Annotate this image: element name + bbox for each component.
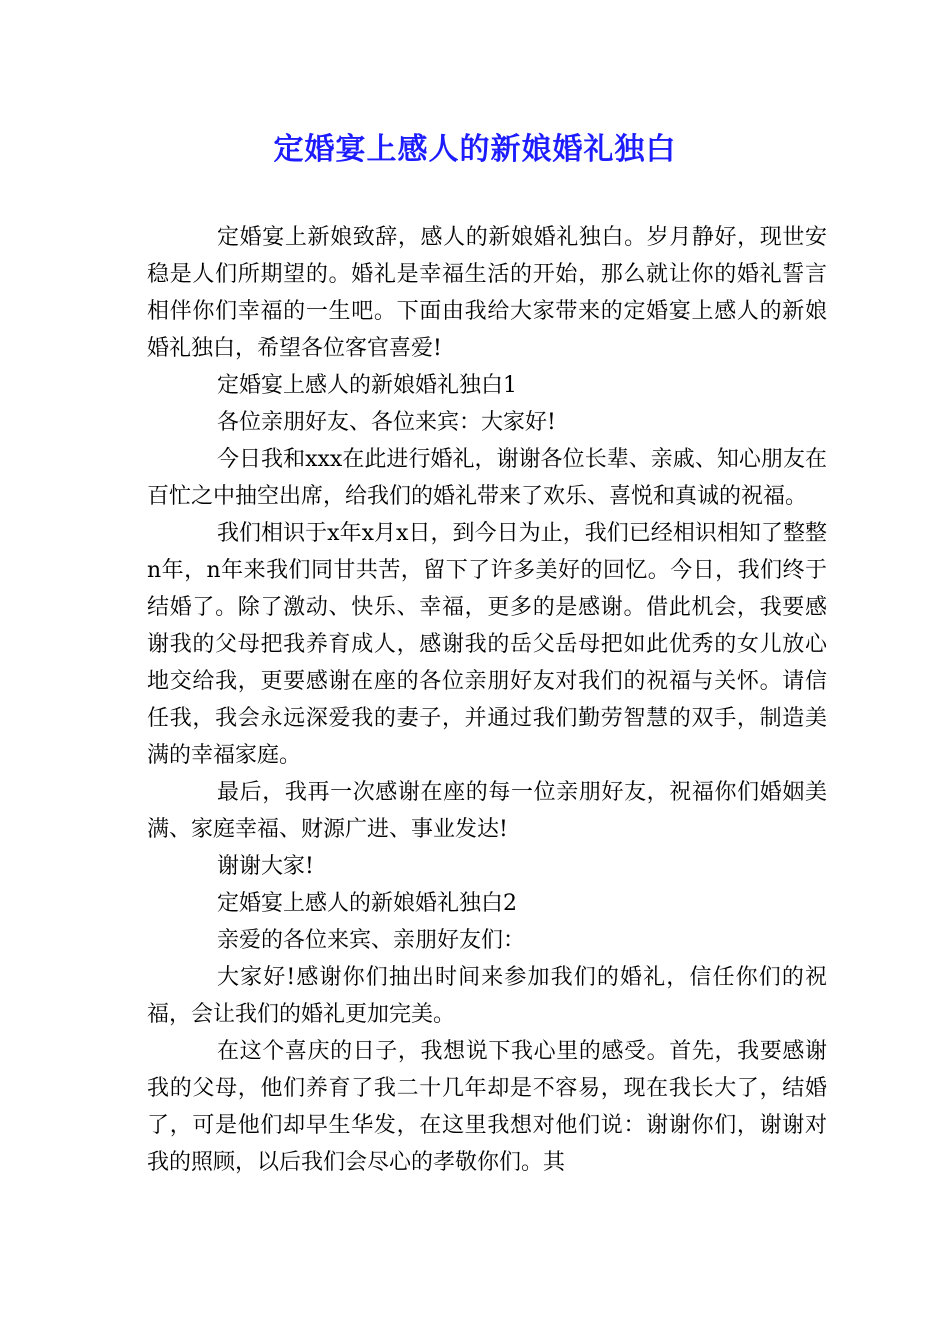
paragraph: 最后，我再一次感谢在座的每一位亲朋好友，祝福你们婚姻美满、家庭幸福、财源广进、事业发达! (147, 780, 827, 842)
paragraph: 今日我和xxx在此进行婚礼，谢谢各位长辈、亲戚、知心朋友在百忙之中抽空出席，给我们的婚礼带来了欢乐、喜悦和真诚的祝福。 (147, 447, 827, 509)
paragraph-heading-1: 定婚宴上感人的新娘婚礼独白1 (217, 373, 517, 398)
paragraph-thanks: 谢谢大家! (217, 854, 314, 879)
paragraph: 在这个喜庆的日子，我想说下我心里的感受。首先，我要感谢我的父母，他们养育了我二十几年却是不容易，现在我长大了，结婚了，可是他们却早生华发，在这里我想对他们说：谢谢你们，谢谢对我的照顾，以后我们会尽心的孝敬你们。其 (147, 1039, 827, 1175)
paragraph: 大家好!感谢你们抽出时间来参加我们的婚礼，信任你们的祝福，会让我们的婚礼更加完美。 (147, 965, 827, 1027)
document-title: 定婚宴上感人的新娘婚礼独白 (273, 132, 677, 167)
paragraph-greeting-1: 各位亲朋好友、各位来宾：大家好! (217, 410, 556, 435)
document-body (147, 219, 827, 1181)
paragraph-heading-2: 定婚宴上感人的新娘婚礼独白2 (217, 891, 517, 916)
paragraph-greeting-2: 亲爱的各位来宾、亲朋好友们： (217, 928, 526, 953)
paragraph-intro: 定婚宴上新娘致辞，感人的新娘婚礼独白。岁月静好，现世安稳是人们所期望的。婚礼是幸福生活的开始，那么就让你的婚礼誓言相伴你们幸福的一生吧。下面由我给大家带来的定婚宴上感人的新娘婚礼独白，希望各位客官喜爱! (147, 225, 827, 361)
paragraph: 我们相识于x年x月x日，到今日为止，我们已经相识相知了整整n年，n年来我们同甘共苦，留下了许多美好的回忆。今日，我们终于结婚了。除了激动、快乐、幸福，更多的是感谢。借此机会，我要感谢我的父母把我养育成人，感谢我的岳父岳母把如此优秀的女儿放心地交给我，更要感谢在座的各位亲朋好友对我们的祝福与关怀。请信任我，我会永远深爱我的妻子，并通过我们勤劳智慧的双手，制造美满的幸福家庭。 (147, 521, 827, 768)
